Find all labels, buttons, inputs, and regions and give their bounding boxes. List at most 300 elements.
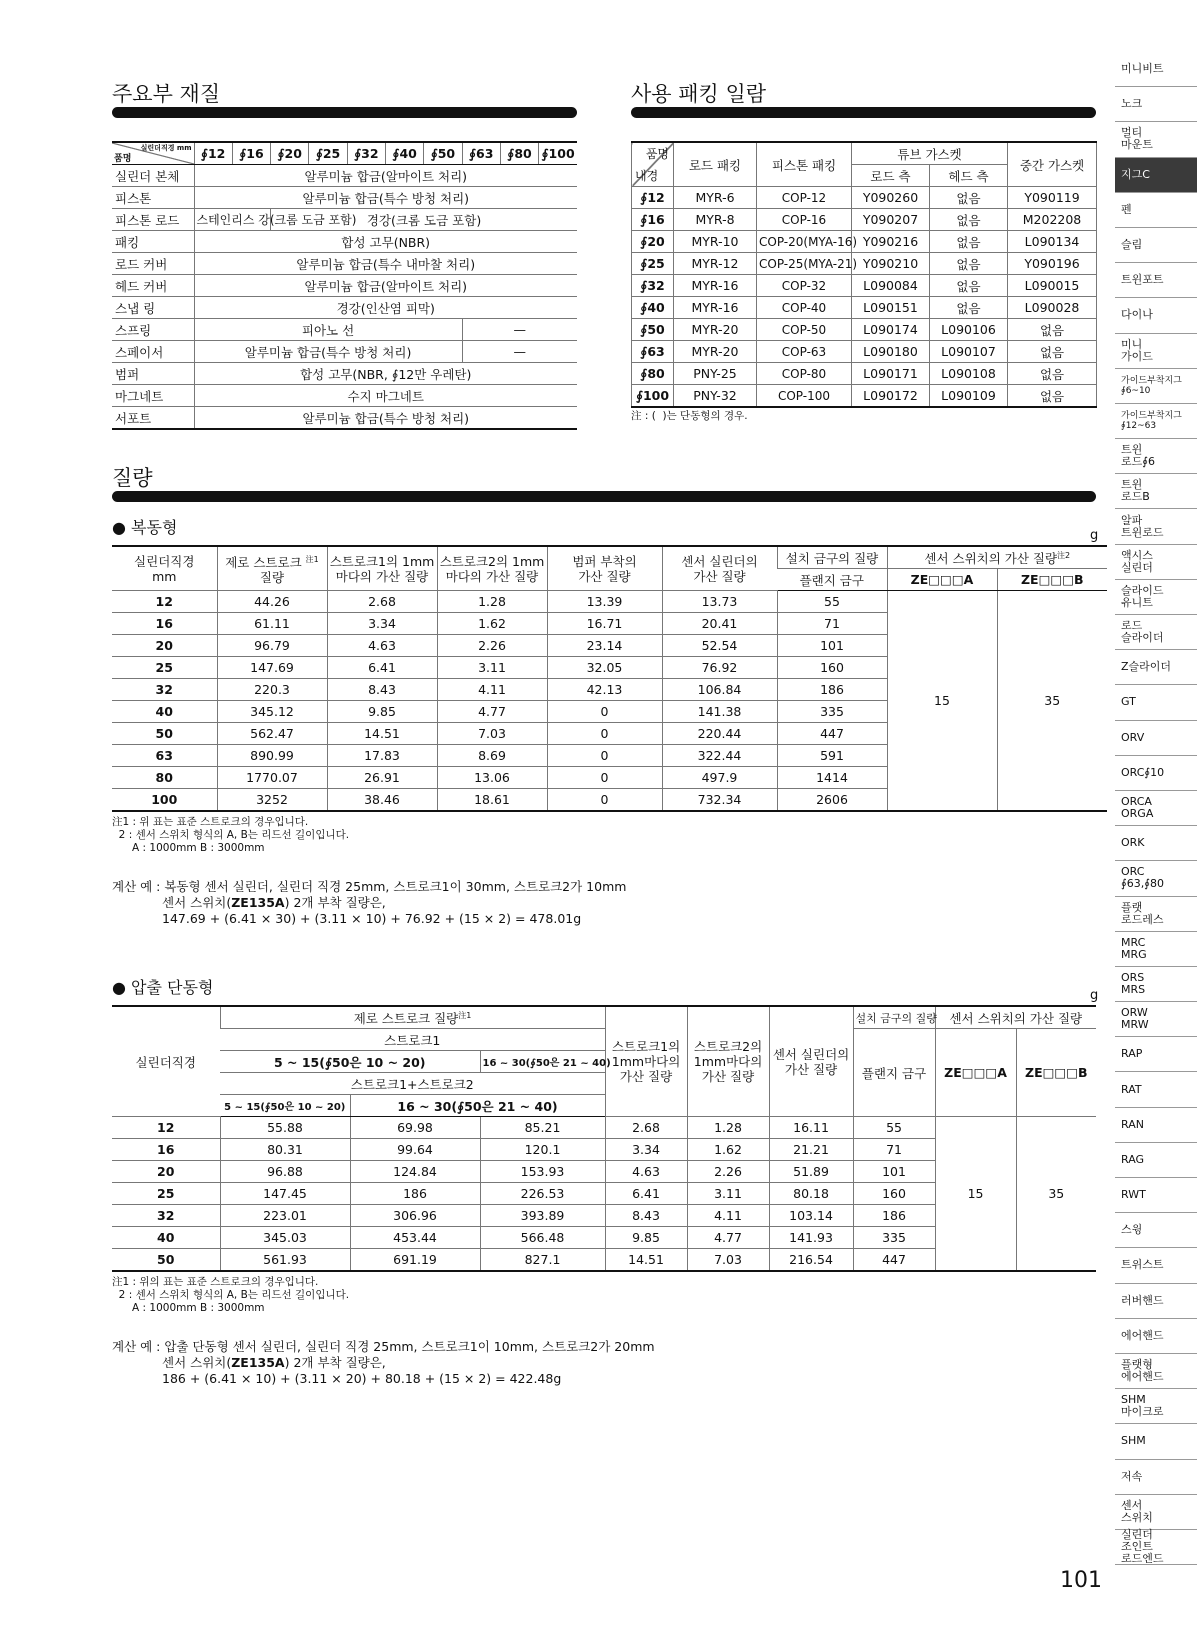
dbl-cell: 3.11 bbox=[437, 657, 547, 679]
sgl-h-switch: 센서 스위치의 가산 질량 bbox=[935, 1006, 1096, 1029]
sidebar-item[interactable]: Z슬라이더 bbox=[1115, 650, 1197, 685]
sgl-h-s1-c: 가산 질량 bbox=[619, 1069, 673, 1084]
sgl-h-r3: 5 ~ 15(∮50은 10 ~ 20) bbox=[220, 1095, 350, 1117]
dbl-h-mount: 설치 금구의 질량 bbox=[777, 546, 887, 569]
materials-part-name: 스프링 bbox=[112, 319, 194, 341]
category-sidebar bbox=[1115, 52, 1197, 1565]
materials-row bbox=[112, 363, 577, 385]
sgl-cell: 8.43 bbox=[605, 1205, 687, 1227]
sgl-cell: 101 bbox=[853, 1161, 935, 1183]
packing-cell: COP-80 bbox=[757, 363, 852, 385]
dbl-h-s1-b: 마다의 가산 질량 bbox=[335, 568, 429, 584]
dbl-cell: 23.14 bbox=[547, 635, 662, 657]
dbl-cell: 1414 bbox=[777, 767, 887, 789]
dbl-h-bore bbox=[112, 546, 217, 591]
dbl-bore: 16 bbox=[112, 613, 217, 635]
materials-bore-header: ∮100 bbox=[539, 142, 577, 165]
materials-row bbox=[112, 319, 577, 341]
materials-row bbox=[112, 187, 577, 209]
sgl-cell: 186 bbox=[350, 1183, 480, 1205]
dbl-bore: 100 bbox=[112, 789, 217, 812]
sgl-cell: 80.18 bbox=[769, 1183, 853, 1205]
materials-part-value: 수지 마그네트 bbox=[194, 385, 577, 407]
dbl-cell: 447 bbox=[777, 723, 887, 745]
dbl-h-s2-b: 마다의 가산 질량 bbox=[445, 568, 539, 584]
dbl-h-s1-a: 스트로크1의 1mm bbox=[329, 553, 435, 569]
dbl-cell: 335 bbox=[777, 701, 887, 723]
dbl-bore: 63 bbox=[112, 745, 217, 767]
dbl-bore: 80 bbox=[112, 767, 217, 789]
dbl-h-switch bbox=[887, 546, 1107, 569]
sgl-cell: 453.44 bbox=[350, 1227, 480, 1249]
sidebar-item[interactable]: ORV bbox=[1115, 721, 1197, 756]
materials-part-value: 알루미늄 합금(특수 방청 처리) bbox=[194, 407, 577, 430]
sgl-h-s1-a: 스트로크1의 bbox=[611, 1039, 681, 1054]
sidebar-item[interactable]: 로드 슬라이더 bbox=[1115, 615, 1197, 650]
materials-part-value-right: — bbox=[462, 319, 577, 341]
sidebar-item[interactable]: 미니비트 bbox=[1115, 52, 1197, 87]
materials-row bbox=[112, 275, 577, 297]
sgl-cell: 55 bbox=[853, 1117, 935, 1139]
dbl-h-bumper-b: 가산 질량 bbox=[578, 568, 631, 584]
sgl-cell: 14.51 bbox=[605, 1249, 687, 1272]
packing-h-tube: 튜브 가스켓 bbox=[852, 142, 1008, 165]
packing-cell: MYR-20 bbox=[674, 341, 757, 363]
packing-cell: Y090210 bbox=[852, 253, 930, 275]
packing-row bbox=[632, 209, 1097, 231]
materials-part-value: 합성 고무(NBR, ∮12만 우레탄) bbox=[194, 363, 577, 385]
dbl-cell: 220.44 bbox=[662, 723, 777, 745]
materials-part-name: 헤드 커버 bbox=[112, 275, 194, 297]
materials-part-value: 합성 고무(NBR) bbox=[194, 231, 577, 253]
sidebar-item[interactable]: 펜 bbox=[1115, 193, 1197, 228]
dbl-bore: 32 bbox=[112, 679, 217, 701]
dbl-h-bore-label: 실린더직경 bbox=[134, 553, 195, 569]
sgl-cell: 96.88 bbox=[220, 1161, 350, 1183]
packing-cell: COP-12 bbox=[757, 187, 852, 209]
materials-part-value-right: 경강(크롬 도금 포함) bbox=[271, 209, 577, 231]
materials-bore-header: ∮63 bbox=[462, 142, 500, 165]
double-notes: 注1 : 위 표는 표준 스트로크의 경우입니다. 2 : 센서 스위치 형식의 A, B는 리드선 길이입니다. A : 1000mm B : 3000mm bbox=[112, 816, 350, 854]
materials-part-value-left: 스테인리스 강(크롬 도금 포함) bbox=[194, 209, 271, 231]
sidebar-item[interactable]: ORS MRS bbox=[1115, 967, 1197, 1002]
sgl-cell: 3.11 bbox=[687, 1183, 769, 1205]
materials-title: 주요부 재질 bbox=[112, 82, 221, 106]
sgl-h-zero-label: 제로 스트로크 질량 bbox=[353, 1010, 459, 1026]
sgl-cell: 223.01 bbox=[220, 1205, 350, 1227]
sidebar-item[interactable]: 에어핸드 bbox=[1115, 1319, 1197, 1354]
packing-cell: COP-50 bbox=[757, 319, 852, 341]
double-calc-2-code: ZE135A bbox=[231, 895, 285, 910]
materials-part-name: 서포트 bbox=[112, 407, 194, 430]
sidebar-item[interactable]: 슬라이드 유니트 bbox=[1115, 580, 1197, 615]
sidebar-item[interactable]: MRC MRG bbox=[1115, 932, 1197, 967]
packing-bore: ∮20 bbox=[632, 231, 674, 253]
materials-part-name: 피스톤 로드 bbox=[112, 209, 194, 231]
dbl-h-sensor bbox=[662, 546, 777, 591]
packing-cell: MYR-8 bbox=[674, 209, 757, 231]
sgl-cell: 9.85 bbox=[605, 1227, 687, 1249]
packing-cell: 없음 bbox=[930, 275, 1008, 297]
sidebar-item[interactable]: 트윈포트 bbox=[1115, 263, 1197, 298]
sgl-h-stroke12: 스트로크1+스트로크2 bbox=[220, 1073, 605, 1095]
materials-corner-bore: 실린더직경 mm bbox=[140, 144, 192, 152]
sgl-cell: 306.96 bbox=[350, 1205, 480, 1227]
sgl-cell: 69.98 bbox=[350, 1117, 480, 1139]
materials-bore-header: ∮32 bbox=[347, 142, 385, 165]
sgl-h-s2-c: 가산 질량 bbox=[701, 1069, 755, 1084]
dbl-cell: 186 bbox=[777, 679, 887, 701]
sgl-bore: 50 bbox=[112, 1249, 220, 1272]
materials-corner bbox=[112, 142, 194, 165]
packing-note: 注 : ( )는 단동형의 경우. bbox=[631, 410, 748, 422]
sgl-bore: 40 bbox=[112, 1227, 220, 1249]
dbl-h-s1 bbox=[327, 546, 437, 591]
dbl-cell: 106.84 bbox=[662, 679, 777, 701]
packing-cell: L090015 bbox=[1008, 275, 1097, 297]
packing-h-headside: 헤드 측 bbox=[930, 165, 1008, 187]
packing-corner bbox=[632, 142, 674, 187]
sgl-cell: 99.64 bbox=[350, 1139, 480, 1161]
packing-cell: COP-20(MYA-16) bbox=[757, 231, 852, 253]
packing-cell: MYR-10 bbox=[674, 231, 757, 253]
sgl-cell: 3.34 bbox=[605, 1139, 687, 1161]
sidebar-item[interactable]: ORCA ORGA bbox=[1115, 791, 1197, 826]
sidebar-item[interactable]: RAG bbox=[1115, 1143, 1197, 1178]
materials-row bbox=[112, 231, 577, 253]
sgl-cell: 1.62 bbox=[687, 1139, 769, 1161]
packing-row bbox=[632, 363, 1097, 385]
sgl-cell: 120.1 bbox=[480, 1139, 605, 1161]
sidebar-item[interactable]: 트위스트 bbox=[1115, 1248, 1197, 1283]
single-acting-heading: ● 압출 단동형 bbox=[112, 978, 214, 997]
sidebar-item[interactable]: ORK bbox=[1115, 826, 1197, 861]
packing-h-piston: 피스톤 패킹 bbox=[757, 142, 852, 187]
dbl-bore: 12 bbox=[112, 591, 217, 613]
dbl-cell: 96.79 bbox=[217, 635, 327, 657]
double-calc-3: 147.69 + (6.41 × 30) + (3.11 × 10) + 76.92 + (15 × 2) = 478.01g bbox=[162, 911, 582, 926]
dbl-cell: 3252 bbox=[217, 789, 327, 812]
mass-title: 질량 bbox=[112, 466, 153, 490]
sidebar-item[interactable]: RAP bbox=[1115, 1037, 1197, 1072]
packing-cell: L090028 bbox=[1008, 297, 1097, 319]
single-unit: g bbox=[1090, 988, 1099, 1003]
sidebar-item[interactable]: 멀티 마운트 bbox=[1115, 122, 1197, 157]
dbl-cell: 345.12 bbox=[217, 701, 327, 723]
materials-part-name: 실린더 본체 bbox=[112, 165, 194, 187]
dbl-h-sensor-a: 센서 실린더의 bbox=[681, 553, 758, 569]
sgl-cell: 561.93 bbox=[220, 1249, 350, 1272]
dbl-zea-value: 15 bbox=[887, 591, 997, 812]
packing-cell: L090151 bbox=[852, 297, 930, 319]
double-calc-2-post: ) 2개 부착 질량은, bbox=[284, 895, 386, 910]
sgl-cell: 7.03 bbox=[687, 1249, 769, 1272]
dbl-row bbox=[112, 591, 1107, 613]
dbl-cell: 0 bbox=[547, 723, 662, 745]
packing-cell: L090172 bbox=[852, 385, 930, 408]
dbl-cell: 17.83 bbox=[327, 745, 437, 767]
sgl-cell: 2.26 bbox=[687, 1161, 769, 1183]
sgl-zea-value: 15 bbox=[935, 1117, 1016, 1272]
sidebar-item[interactable]: 액시스 실린더 bbox=[1115, 545, 1197, 580]
dbl-cell: 13.06 bbox=[437, 767, 547, 789]
dbl-h-bumper bbox=[547, 546, 662, 591]
packing-cell: MYR-16 bbox=[674, 297, 757, 319]
sgl-bore: 20 bbox=[112, 1161, 220, 1183]
dbl-h-switch-note: 注2 bbox=[1057, 550, 1071, 560]
sgl-cell: 345.03 bbox=[220, 1227, 350, 1249]
dbl-bore: 20 bbox=[112, 635, 217, 657]
packing-cell: MYR-6 bbox=[674, 187, 757, 209]
sgl-bore: 25 bbox=[112, 1183, 220, 1205]
dbl-h-s2-a: 스트로크2의 1mm bbox=[439, 553, 545, 569]
packing-cell: 없음 bbox=[1008, 319, 1097, 341]
dbl-cell: 0 bbox=[547, 789, 662, 812]
packing-row bbox=[632, 297, 1097, 319]
sgl-h-s1-b: 1mm마다의 bbox=[611, 1054, 681, 1069]
dbl-cell: 160 bbox=[777, 657, 887, 679]
packing-h-mid: 중간 가스켓 bbox=[1008, 142, 1097, 187]
packing-cell: L090180 bbox=[852, 341, 930, 363]
sidebar-item[interactable]: SHM bbox=[1115, 1424, 1197, 1459]
packing-bore: ∮63 bbox=[632, 341, 674, 363]
sidebar-item[interactable]: 가이드부착지그 ∮6~10 bbox=[1115, 369, 1197, 404]
single-calc-2-pre: 센서 스위치( bbox=[162, 1355, 232, 1370]
packing-cell: PNY-32 bbox=[674, 385, 757, 408]
packing-row bbox=[632, 319, 1097, 341]
sgl-h-flange: 플랜지 금구 bbox=[853, 1029, 935, 1117]
sidebar-item[interactable]: ORW MRW bbox=[1115, 1002, 1197, 1037]
dbl-cell: 13.39 bbox=[547, 591, 662, 613]
materials-part-name: 패킹 bbox=[112, 231, 194, 253]
sidebar-item[interactable]: 트윈 로드∮6 bbox=[1115, 439, 1197, 474]
packing-bore: ∮12 bbox=[632, 187, 674, 209]
materials-row bbox=[112, 341, 577, 363]
packing-cell: Y090260 bbox=[852, 187, 930, 209]
packing-cell: Y090119 bbox=[1008, 187, 1097, 209]
dbl-cell: 2606 bbox=[777, 789, 887, 812]
sidebar-item[interactable]: 슬림 bbox=[1115, 228, 1197, 263]
sgl-cell: 566.48 bbox=[480, 1227, 605, 1249]
packing-bore: ∮16 bbox=[632, 209, 674, 231]
materials-row bbox=[112, 407, 577, 430]
materials-part-value-left: 알루미늄 합금(특수 방청 처리) bbox=[194, 341, 462, 363]
dbl-bore: 25 bbox=[112, 657, 217, 679]
packing-bore: ∮80 bbox=[632, 363, 674, 385]
sgl-cell: 691.19 bbox=[350, 1249, 480, 1272]
dbl-h-switch-label: 센서 스위치의 가산 질량 bbox=[924, 550, 1058, 566]
sgl-cell: 6.41 bbox=[605, 1183, 687, 1205]
single-mass-table bbox=[112, 1005, 1096, 1272]
packing-cell: COP-25(MYA-21) bbox=[757, 253, 852, 275]
dbl-cell: 1770.07 bbox=[217, 767, 327, 789]
sidebar-item[interactable]: SHM 마이크로 bbox=[1115, 1389, 1197, 1424]
dbl-cell: 32.05 bbox=[547, 657, 662, 679]
sidebar-item[interactable]: 스윙 bbox=[1115, 1213, 1197, 1248]
packing-cell: 없음 bbox=[930, 253, 1008, 275]
sidebar-item[interactable]: 트윈 로드B bbox=[1115, 474, 1197, 509]
sgl-h-mount: 설치 금구의 질량 bbox=[853, 1006, 935, 1029]
materials-row bbox=[112, 165, 577, 187]
materials-bore-header: ∮25 bbox=[309, 142, 347, 165]
packing-bore: ∮25 bbox=[632, 253, 674, 275]
materials-part-value-right: — bbox=[462, 341, 577, 363]
sgl-cell: 447 bbox=[853, 1249, 935, 1272]
dbl-cell: 0 bbox=[547, 767, 662, 789]
sgl-cell: 2.68 bbox=[605, 1117, 687, 1139]
dbl-cell: 6.41 bbox=[327, 657, 437, 679]
sidebar-item[interactable]: ORC∮10 bbox=[1115, 756, 1197, 791]
sidebar-item[interactable]: 가이드부착지그 ∮12~63 bbox=[1115, 404, 1197, 439]
sidebar-item[interactable]: 저속 bbox=[1115, 1460, 1197, 1495]
sgl-cell: 4.11 bbox=[687, 1205, 769, 1227]
sidebar-item[interactable]: 미니 가이드 bbox=[1115, 334, 1197, 369]
packing-bore: ∮32 bbox=[632, 275, 674, 297]
sidebar-item[interactable]: 플랫형 에어핸드 bbox=[1115, 1354, 1197, 1389]
sgl-h-s2 bbox=[687, 1006, 769, 1117]
dbl-bore: 50 bbox=[112, 723, 217, 745]
page-number: 101 bbox=[1060, 1568, 1102, 1593]
sgl-cell: 216.54 bbox=[769, 1249, 853, 1272]
dbl-cell: 1.62 bbox=[437, 613, 547, 635]
packing-row bbox=[632, 253, 1097, 275]
packing-h-rod: 로드 패킹 bbox=[674, 142, 757, 187]
sidebar-item[interactable]: 지그C bbox=[1115, 158, 1197, 193]
dbl-cell: 71 bbox=[777, 613, 887, 635]
packing-row bbox=[632, 187, 1097, 209]
sgl-cell: 71 bbox=[853, 1139, 935, 1161]
dbl-cell: 497.9 bbox=[662, 767, 777, 789]
sgl-h-sensor-a: 센서 실린더의 bbox=[772, 1046, 850, 1062]
dbl-cell: 20.41 bbox=[662, 613, 777, 635]
materials-title-bar bbox=[112, 107, 577, 118]
sgl-h-zero-note: 注1 bbox=[458, 1010, 472, 1020]
dbl-h-bumper-a: 범퍼 부착의 bbox=[572, 553, 637, 569]
dbl-cell: 141.38 bbox=[662, 701, 777, 723]
single-calc-2-code: ZE135A bbox=[231, 1355, 285, 1370]
packing-row bbox=[632, 341, 1097, 363]
double-acting-heading: ● 복동형 bbox=[112, 518, 178, 537]
dbl-cell: 13.73 bbox=[662, 591, 777, 613]
sidebar-item[interactable]: 플랫 로드레스 bbox=[1115, 897, 1197, 932]
materials-part-name: 로드 커버 bbox=[112, 253, 194, 275]
materials-part-value: 알루미늄 합금(특수 방청 처리) bbox=[194, 187, 577, 209]
sidebar-item[interactable]: GT bbox=[1115, 685, 1197, 720]
packing-cell: MYR-12 bbox=[674, 253, 757, 275]
dbl-cell: 55 bbox=[777, 591, 887, 613]
materials-bore-header: ∮50 bbox=[424, 142, 462, 165]
materials-bore-header: ∮16 bbox=[232, 142, 270, 165]
materials-row bbox=[112, 209, 577, 231]
packing-row bbox=[632, 385, 1097, 408]
dbl-cell: 52.54 bbox=[662, 635, 777, 657]
dbl-cell: 0 bbox=[547, 745, 662, 767]
dbl-cell: 14.51 bbox=[327, 723, 437, 745]
sgl-h-stroke1: 스트로크1 bbox=[220, 1029, 605, 1051]
sgl-cell: 827.1 bbox=[480, 1249, 605, 1272]
materials-part-name: 스페이서 bbox=[112, 341, 194, 363]
sidebar-item[interactable]: 알파 트윈로드 bbox=[1115, 509, 1197, 544]
dbl-h-zero-label2: 질량 bbox=[259, 570, 285, 586]
dbl-cell: 61.11 bbox=[217, 613, 327, 635]
sgl-h-zea: ZE□□□A bbox=[935, 1029, 1016, 1117]
dbl-h-bore-unit: mm bbox=[152, 568, 177, 584]
packing-cell: COP-63 bbox=[757, 341, 852, 363]
materials-row bbox=[112, 297, 577, 319]
sgl-h-sensor bbox=[769, 1006, 853, 1117]
packing-title-bar bbox=[631, 107, 1096, 118]
dbl-cell: 591 bbox=[777, 745, 887, 767]
packing-row bbox=[632, 231, 1097, 253]
sidebar-item[interactable]: RAN bbox=[1115, 1108, 1197, 1143]
sgl-cell: 153.93 bbox=[480, 1161, 605, 1183]
single-notes: 注1 : 위의 표는 표준 스트로크의 경우입니다. 2 : 센서 스위치 형식의 A, B는 리드선 길이입니다. A : 1000mm B : 3000mm bbox=[112, 1276, 350, 1314]
sidebar-item[interactable]: 러버핸드 bbox=[1115, 1284, 1197, 1319]
packing-cell: PNY-25 bbox=[674, 363, 757, 385]
sidebar-item[interactable]: 실린더 조인트 로드엔드 bbox=[1115, 1530, 1197, 1565]
sidebar-item[interactable]: 센서 스위치 bbox=[1115, 1495, 1197, 1530]
sgl-cell: 4.63 bbox=[605, 1161, 687, 1183]
dbl-h-sensor-b: 가산 질량 bbox=[693, 568, 746, 584]
sgl-cell: 393.89 bbox=[480, 1205, 605, 1227]
dbl-zeb-value: 35 bbox=[997, 591, 1107, 812]
sgl-cell: 226.53 bbox=[480, 1183, 605, 1205]
dbl-cell: 732.34 bbox=[662, 789, 777, 812]
packing-cell: Y090216 bbox=[852, 231, 930, 253]
dbl-cell: 7.03 bbox=[437, 723, 547, 745]
dbl-h-zeb: ZE□□□B bbox=[997, 569, 1107, 591]
sgl-cell: 51.89 bbox=[769, 1161, 853, 1183]
sidebar-item[interactable]: ORC ∮63,∮80 bbox=[1115, 861, 1197, 896]
packing-cell: L090106 bbox=[930, 319, 1008, 341]
sidebar-item[interactable]: RWT bbox=[1115, 1178, 1197, 1213]
packing-bore: ∮50 bbox=[632, 319, 674, 341]
packing-cell: 없음 bbox=[1008, 363, 1097, 385]
sgl-h-r2: 16 ~ 30(∮50은 21 ~ 40) bbox=[480, 1051, 605, 1073]
sgl-cell: 1.28 bbox=[687, 1117, 769, 1139]
materials-part-name: 범퍼 bbox=[112, 363, 194, 385]
dbl-cell: 8.69 bbox=[437, 745, 547, 767]
materials-row bbox=[112, 253, 577, 275]
packing-title: 사용 패킹 일람 bbox=[631, 82, 767, 106]
sgl-cell: 85.21 bbox=[480, 1117, 605, 1139]
sgl-cell: 141.93 bbox=[769, 1227, 853, 1249]
sidebar-item[interactable]: 다이나 bbox=[1115, 298, 1197, 333]
single-calc-2-post: ) 2개 부착 질량은, bbox=[284, 1355, 386, 1370]
materials-bore-header: ∮40 bbox=[385, 142, 423, 165]
dbl-cell: 2.68 bbox=[327, 591, 437, 613]
materials-table bbox=[112, 141, 577, 430]
sgl-cell: 21.21 bbox=[769, 1139, 853, 1161]
sidebar-item[interactable]: 노크 bbox=[1115, 87, 1197, 122]
materials-header-row bbox=[112, 142, 577, 165]
dbl-h-zero bbox=[217, 546, 327, 591]
materials-bore-header: ∮20 bbox=[271, 142, 309, 165]
materials-part-name: 피스톤 bbox=[112, 187, 194, 209]
dbl-bore: 40 bbox=[112, 701, 217, 723]
single-calc-1: 계산 예 : 압출 단동형 센서 실린더, 실린더 직경 25mm, 스트로크1이 10mm, 스트로크2가 20mm bbox=[112, 1339, 655, 1354]
materials-part-name: 마그네트 bbox=[112, 385, 194, 407]
double-mass-table bbox=[112, 545, 1107, 812]
packing-corner-name: 품명 bbox=[645, 147, 669, 161]
sgl-h-s1 bbox=[605, 1006, 687, 1117]
packing-cell: L090109 bbox=[930, 385, 1008, 408]
sidebar-item[interactable]: RAT bbox=[1115, 1072, 1197, 1107]
packing-cell: L090107 bbox=[930, 341, 1008, 363]
packing-cell: 없음 bbox=[1008, 341, 1097, 363]
dbl-cell: 0 bbox=[547, 701, 662, 723]
sgl-h-r1: 5 ~ 15(∮50은 10 ~ 20) bbox=[220, 1051, 480, 1073]
